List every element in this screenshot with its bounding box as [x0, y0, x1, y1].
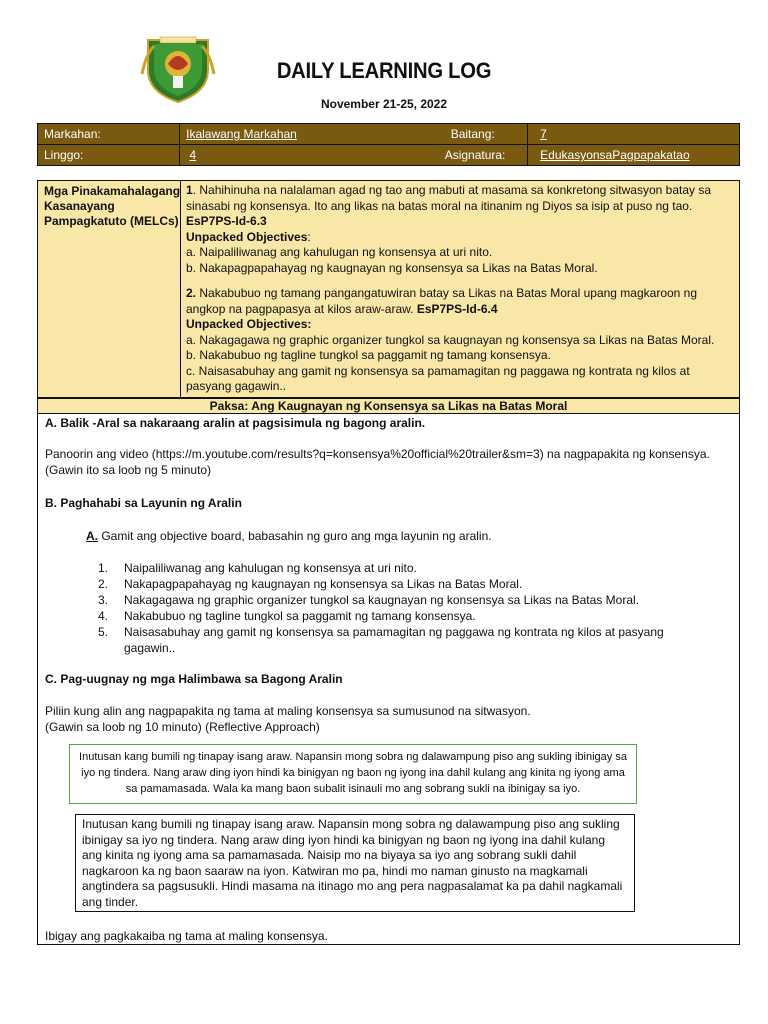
section-b-title: B. Paghahabi sa Layunin ng Aralin — [45, 496, 242, 510]
unpacked-label-1: Unpacked Objectives — [186, 229, 308, 244]
list-item: 5. Naisasabuhay ang gamit ng konsensya sa pamamagitan ng paggawa ng kontrata ng kilos at pasyang gagawin.. — [98, 625, 664, 655]
list-item: 2. Nakapagpapahayag ng kaugnayan ng konsensya sa Likas na Batas Moral. — [98, 577, 523, 591]
section-b-sub-text: Gamit ang objective board, babasahin ng guro ang mga layunin ng aralin. — [98, 529, 492, 543]
melc-item2-obj-a: a. Nakagagawa ng graphic organizer tungkol sa kaugnayan ng konsensya sa Likas na Batas Moral. — [186, 332, 715, 347]
baitang-value: 7 — [540, 127, 547, 141]
document-date: November 21-25, 2022 — [320, 97, 448, 111]
melc-item1-obj-b: b. Nakapagpapahayag ng kaugnayan ng konsensya sa Likas na Batas Moral. — [186, 260, 598, 275]
list-item: 1. Naipaliliwanag ang kahulugan ng konsensya at uri nito. — [98, 561, 417, 575]
melc-item2-obj-c: c. Naisasabuhay ang gamit ng konsensya sa pamamagitan ng paggawa ng kontrata ng kilos at pasyang gagawin.. — [186, 363, 690, 393]
document-title: DAILY LEARNING LOG — [276, 58, 492, 83]
melc-item1-code: EsP7PS-Id-6.3 — [186, 214, 267, 228]
objectives-list — [98, 560, 699, 656]
asignatura-label: Asignatura: — [445, 145, 527, 166]
list-item: 4. Nakabubuo ng tagline tungkol sa paggamit ng tamang konsensya. — [98, 609, 476, 623]
baitang-label: Baitang: — [445, 124, 527, 145]
linggo-value: 4 — [189, 148, 197, 162]
linggo-label: Linggo: — [38, 145, 180, 166]
melc-section — [37, 180, 740, 398]
info-table — [37, 123, 740, 166]
section-c-text1: Piliin kung alin ang nagpapakita ng tama at maling konsensya sa sumusunod na sitwasyon. — [45, 704, 531, 718]
section-a-text: Panoorin ang video (https://m.youtube.com/results?q=konsensya%20official%20trailer&sm=3) na nagpapakita ng konsensya. (Gawin ito sa loob ng 5 minuto) — [45, 447, 710, 477]
list-item: 3. Nakagagawa ng graphic organizer tungkol sa kaugnayan ng konsensya sa Likas na Batas Moral. — [98, 593, 639, 607]
scenario-right-conscience: Inutusan kang bumili ng tinapay isang araw. Napansin mong sobra ng dalawampung piso ang sukling ibinigay sa iyo ng tindera. Nang araw ding iyon hindi ka binigyan ng baon ng iyong ina dahil kulang ang kinita ng iyong ama sa pamamasada. Wala ka mang baon subalit isinauli mo ang sobrang sukli na ibinigay sa iyo. — [69, 744, 637, 804]
section-a-title: A. Balik -Aral sa nakaraang aralin at pagsisimula ng bagong aralin. — [45, 416, 426, 430]
section-b-sub-label: A. — [86, 529, 98, 543]
melc-item1-obj-a: a. Naipaliliwanag ang kahulugan ng konsensya at uri nito. — [186, 245, 493, 259]
melc-item2-number: 2. — [186, 286, 197, 300]
section-b-sub — [86, 528, 729, 544]
asignatura-value: EdukasyonsaPagpapakatao — [540, 148, 690, 162]
melc-content: 1. Nahihinuha na nalalaman agad ng tao ang mabuti at masama sa konkretong sitwasyon batay sa sinasabi ng konsensya. Ito ang likas na batas moral na itinanim ng Diyos sa isip at puso ng tao. EsP7PS-Id-6.3 Unpacked Objectives: a. Naipaliliwanag ang kahulugan ng konsensya at uri nito. b. Nakapagpapahayag ng kaugnayan ng konsensya sa Likas na Batas Moral. 2. Nakabubuo ng tamang pangangatuwiran batay sa Likas na Batas Moral upang magkaroon ng angkop na pagpapasya at kilos araw-araw. EsP7PS-Id-6.4 Unpacked Objectives: a. Nakagagawa ng graphic organizer tungkol sa kaugnayan ng konsensya sa Likas na Batas Moral. b. Nakabubuo ng tagline tungkol sa paggamit ng tamang konsensya. c. Naisasabuhay ang gamit ng konsensya sa pamamagitan ng paggawa ng kontrata ng kilos at pasyang gagawin.. — [186, 183, 733, 395]
melc-label: Mga Pinakamahalagang Kasanayang Pampagkatuto (MELCs) — [44, 184, 181, 228]
melc-item2-obj-b: b. Nakabubuo ng tagline tungkol sa paggamit ng tamang konsensya. — [186, 348, 551, 362]
paksa-heading: Paksa: Ang Kaugnayan ng Konsensya sa Likas na Batas Moral — [37, 398, 740, 414]
scenario-wrong-conscience: Inutusan kang bumili ng tinapay isang araw. Napansin mong sobra ng dalawampung piso ang sukling ibinigay sa iyo ng tindera. Nang araw ding iyon hindi ka binigyan ng baon ng iyong ina dahil kulang ang kinita ng iyong ama sa pamamasada. Naisip mo na biyaya sa iyo ang sobrang sukli dahil nagkaroon ka ng baon saaraw na iyon. Katwiran mo pa, hindi mo naman ginusto na magkamali angtindera sa pagsusukli. Hindi masama na itinago mo ang pera nagpasalamat ka pa dahil nagkamali ang tinder. — [75, 814, 635, 912]
markahan-label: Markahan: — [38, 124, 180, 145]
section-c-title: C. Pag-uugnay ng mga Halimbawa sa Bagong Aralin — [45, 672, 343, 686]
section-c-text2: (Gawin sa loob ng 10 minuto) (Reflective Approach) — [45, 720, 320, 734]
melc-item2-text: Nakabubuo ng tamang pangangatuwiran batay sa Likas na Batas Moral upang magkaroon ng angkop na pagpapasya at kilos araw-araw. — [186, 286, 698, 316]
lesson-body — [37, 413, 740, 945]
final-instruction: Ibigay ang pagkakaiba ng tama at maling konsensya. — [45, 929, 328, 943]
markahan-value: Ikalawang Markahan — [186, 127, 297, 141]
melc-item1-text: . Nahihinuha na nalalaman agad ng tao ang mabuti at masama sa konkretong sitwasyon batay sa sinasabi ng konsensya. Ito ang likas na batas moral na itinanim ng Diyos sa isip at puso ng tao. — [186, 183, 712, 213]
unpacked-label-2: Unpacked Objectives — [186, 317, 308, 331]
melc-item2-code: EsP7PS-Id-6.4 — [416, 301, 498, 316]
melc-item1-number: 1 — [186, 183, 193, 197]
